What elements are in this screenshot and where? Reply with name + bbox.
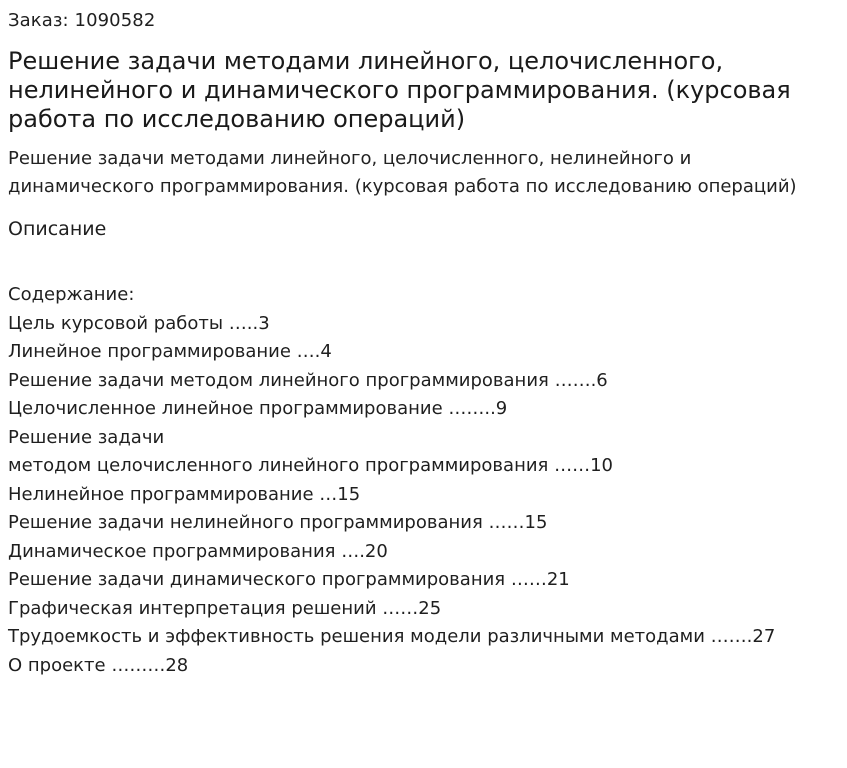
toc-item: О проекте ………28 (8, 654, 189, 676)
toc-item: методом целочисленного линейного программирования ……10 (8, 455, 613, 476)
table-of-contents (8, 281, 839, 680)
toc-item: Решение задачи методом линейного программирования …….6 (8, 369, 608, 391)
description-heading: Описание (8, 218, 107, 240)
toc-item: Цель курсовой работы …..3 (8, 312, 270, 334)
toc-item: Нелинейное программирование …15 (8, 483, 361, 505)
toc-item: Целочисленное линейное программирование ……..9 (8, 398, 508, 419)
page-subtitle: Решение задачи методами линейного, целочисленного, нелинейного и динамического программирования. (курсовая работа по исследованию операций) (8, 148, 797, 197)
toc-item: Решение задачи (8, 426, 165, 448)
contents-heading: Содержание: (8, 284, 135, 305)
toc-item: Графическая интерпретация решений ……25 (8, 597, 442, 619)
toc-item: Трудоемкость и эффективность решения модели различными методами …….27 (8, 626, 776, 647)
toc-item: Линейное программирование ….4 (8, 341, 332, 362)
toc-item: Решение задачи нелинейного программирования ……15 (8, 512, 548, 533)
toc-item: Решение задачи динамического программирования ……21 (8, 569, 570, 590)
order-number: Заказ: 1090582 (8, 10, 156, 31)
toc-item: Динамическое программирования ….20 (8, 540, 388, 562)
page-title: Решение задачи методами линейного, целочисленного, нелинейного и динамического программирования. (курсовая работа по исследованию операций) (8, 47, 791, 133)
